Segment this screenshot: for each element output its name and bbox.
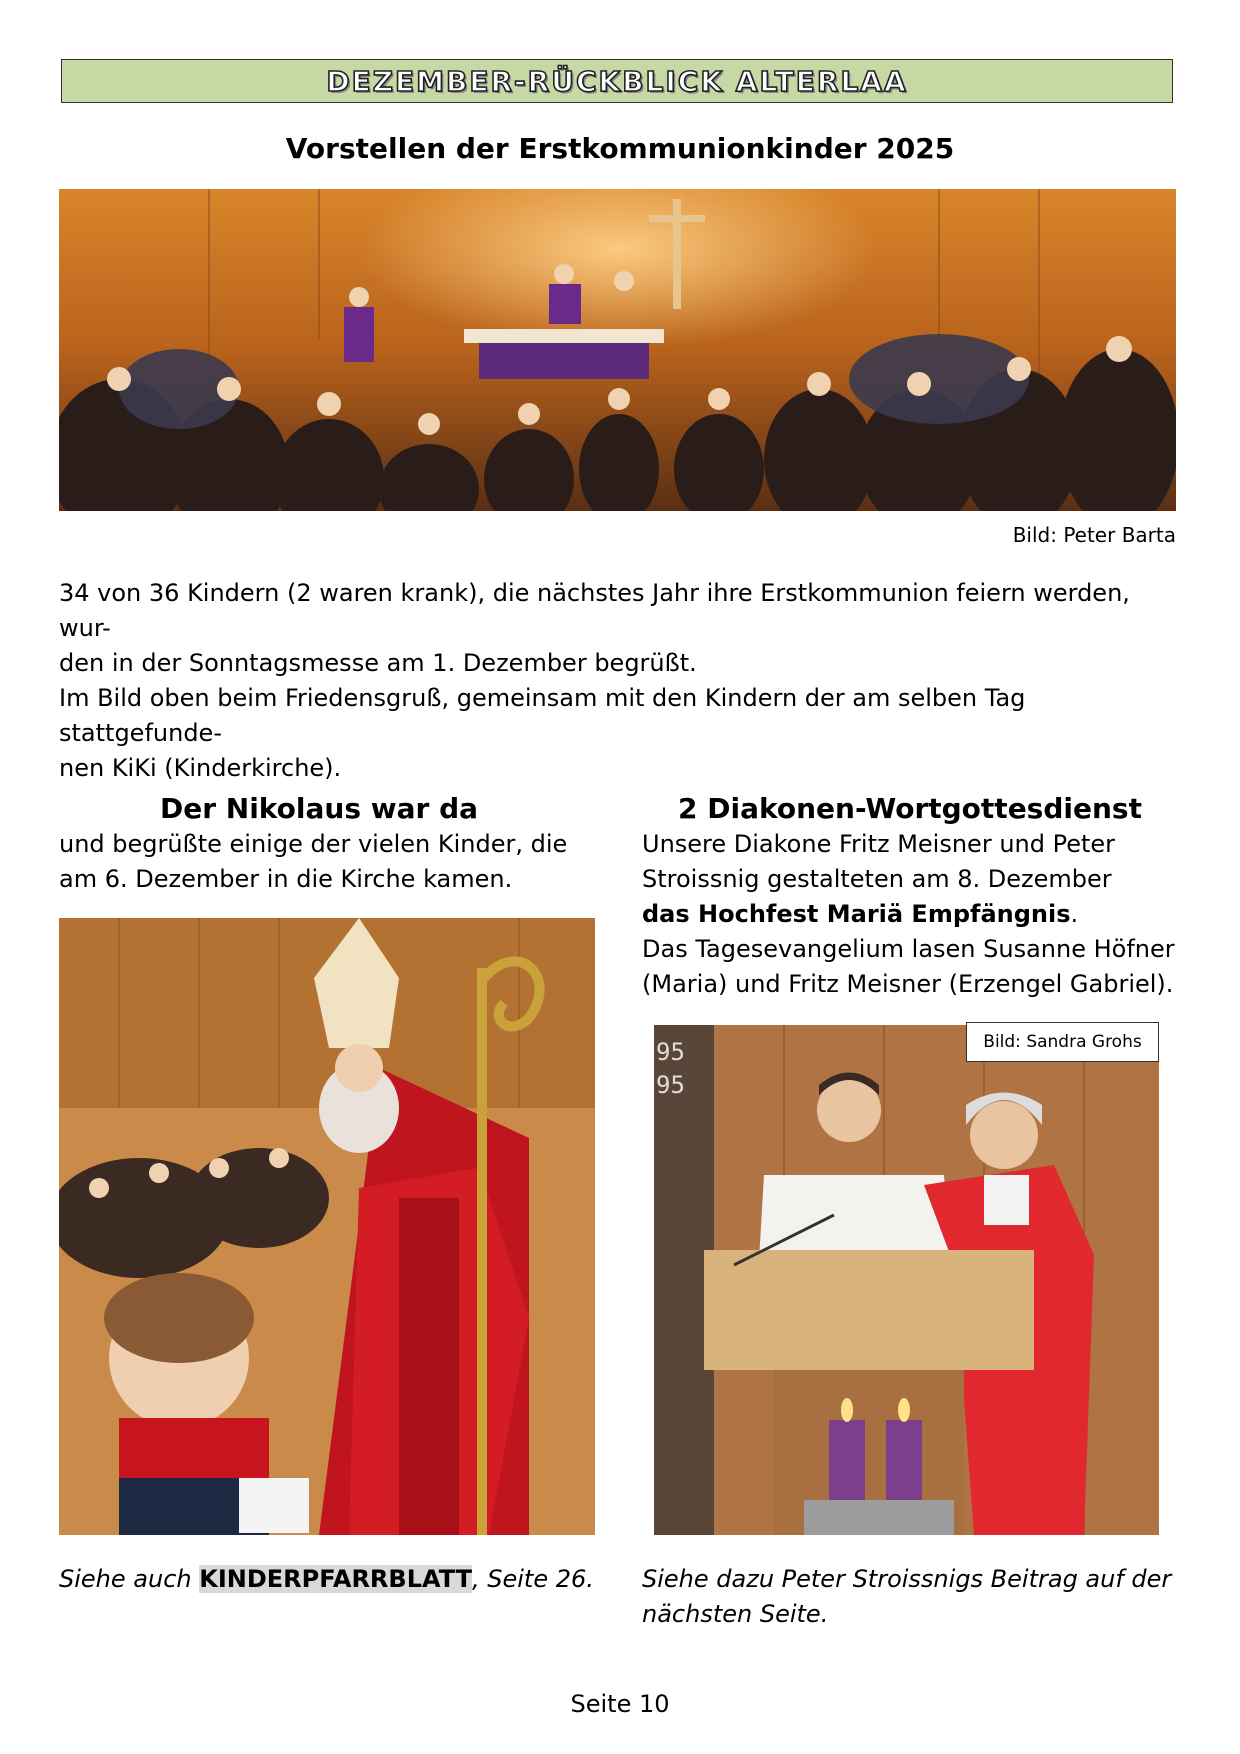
banner-title: DEZEMBER-RÜCKBLICK ALTERLAA — [326, 64, 908, 98]
diakonen-caption-line: Siehe dazu Peter Stroissnigs Beitrag auf der — [642, 1565, 1172, 1593]
congregation-photo — [59, 189, 1176, 511]
nikolaus-text — [59, 827, 619, 897]
intro-line: 34 von 36 Kindern (2 waren krank), die nächstes Jahr ihre Erstkommunion feiern werden, wur- — [59, 579, 1130, 642]
diakonen-line: Stroissnig gestalteten am 8. Dezember — [642, 865, 1112, 893]
diakonen-title: 2 Diakonen-Wortgottesdienst — [678, 792, 1142, 825]
kinderpfarrblatt-reference: KINDERPFARRBLATT — [199, 1565, 472, 1593]
photo-credit-sandra-grohs: Bild: Sandra Grohs — [966, 1022, 1159, 1062]
diakonen-line: Das Tagesevangelium lasen Susanne Höfner — [642, 935, 1175, 963]
nikolaus-line: und begrüßte einige der vielen Kinder, die — [59, 830, 568, 858]
nikolaus-caption — [59, 1562, 619, 1597]
hochfest-bold: das Hochfest Mariä Empfängnis — [642, 900, 1071, 928]
diakonen-line — [642, 897, 1182, 932]
diakonen-text — [642, 827, 1182, 1002]
diakonen-line: Unsere Diakone Fritz Meisner und Peter — [642, 830, 1116, 858]
caption-prefix: Siehe auch — [59, 1565, 200, 1593]
diakonen-caption — [642, 1562, 1182, 1632]
intro-paragraph — [59, 576, 1179, 786]
diakonen-line: (Maria) und Fritz Meisner (Erzengel Gabriel). — [642, 970, 1174, 998]
intro-line: nen KiKi (Kinderkirche). — [59, 754, 342, 782]
nikolaus-photo — [59, 918, 595, 1535]
caption-suffix: , Seite 26. — [472, 1565, 594, 1593]
nikolaus-line: am 6. Dezember in die Kirche kamen. — [59, 865, 513, 893]
svg-text:95: 95 — [656, 1071, 685, 1099]
photo-credit-peter-barta: Bild: Peter Barta — [1012, 523, 1176, 547]
diakonen-photo — [654, 1025, 1159, 1535]
svg-text:95: 95 — [656, 1038, 685, 1066]
page-number: Seite 10 — [570, 1690, 670, 1718]
section1-title: Vorstellen der Erstkommunionkinder 2025 — [285, 132, 955, 165]
period: . — [1070, 900, 1079, 928]
nikolaus-title: Der Nikolaus war da — [159, 792, 479, 825]
intro-line: den in der Sonntagsmesse am 1. Dezember begrüßt. — [59, 649, 697, 677]
intro-line: Im Bild oben beim Friedensgruß, gemeinsam mit den Kindern der am selben Tag stattgefunde- — [59, 684, 1026, 747]
diakonen-caption-line: nächsten Seite. — [642, 1600, 829, 1628]
section-banner — [61, 59, 1173, 103]
